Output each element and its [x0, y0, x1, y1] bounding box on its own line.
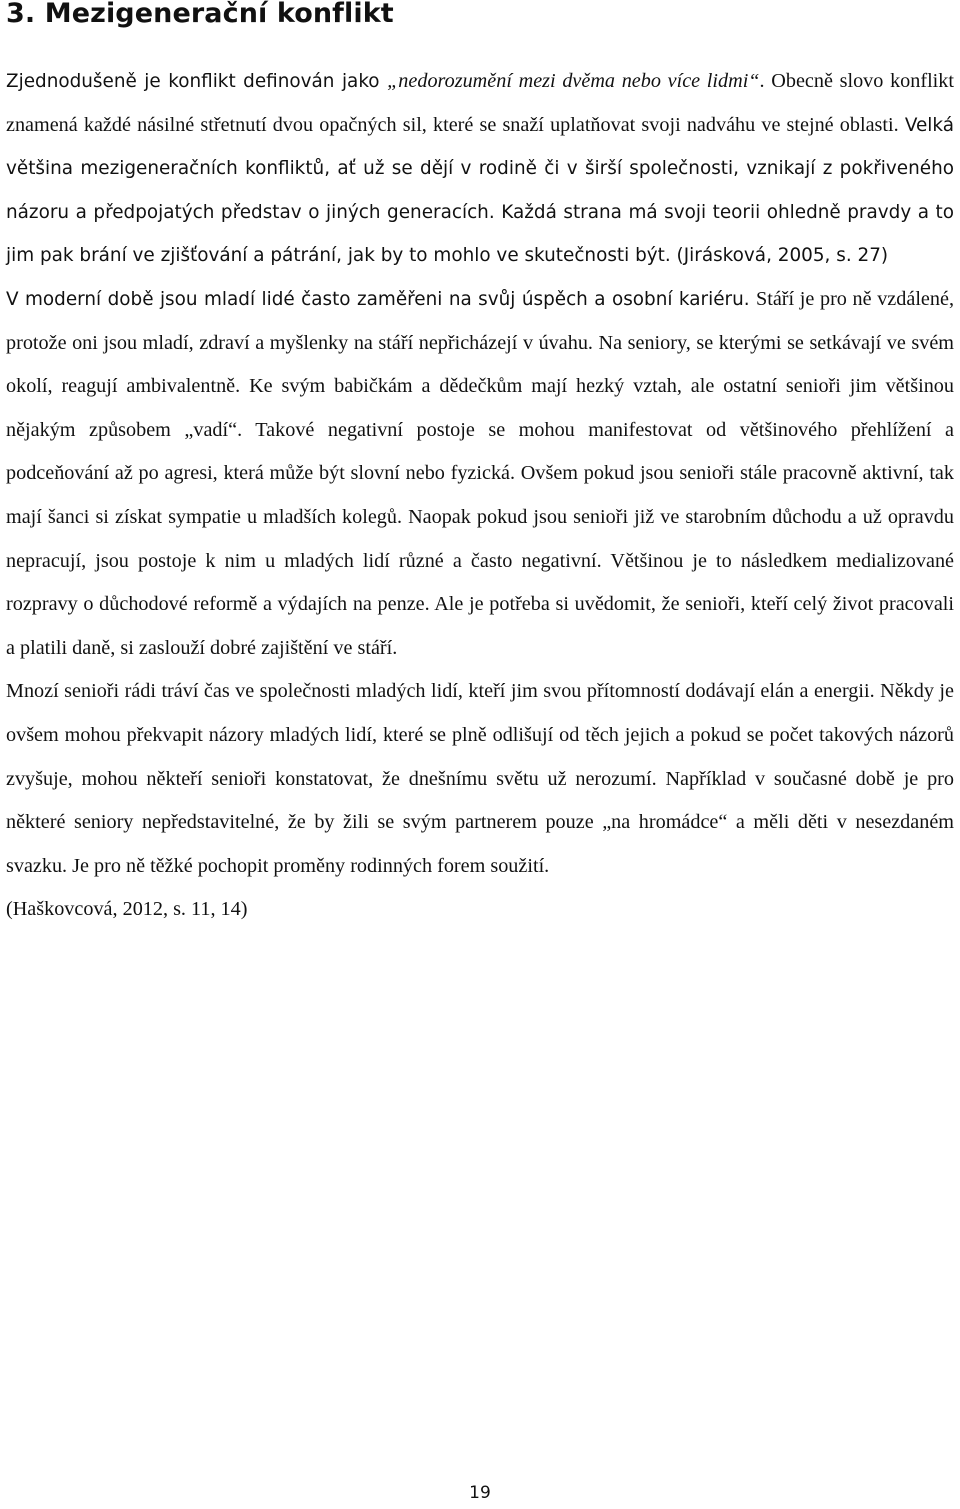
paragraph-modern-times	[6, 278, 954, 670]
text-segment: Zjednodušeně je konflikt definován jako	[6, 71, 388, 92]
page-number: 19	[469, 1483, 491, 1503]
text-segment: Každá strana má svoji teorii ohledně pravdy a to jim pak brání ve zjišťování a pátrání, jak by to mohlo ve skutečnosti být. (Jirásková, 2005, s. 27)	[6, 201, 955, 267]
text-segment: „nedorozumění mezi dvěma nebo více lidmi“	[387, 70, 760, 92]
chapter-heading: 3. Mezigenerační konflikt	[6, 0, 394, 29]
text-segment: Velká většina mezigeneračních konfliktů, ať už se dějí v rodině či v širší společnosti, vznikají z pokřiveného názoru a předpojatých představ o jiných generacích.	[6, 114, 954, 223]
citation-source: (Haškovcová, 2012, s. 11, 14)	[6, 898, 248, 921]
text-segment: Mnozí senioři rádi tráví čas ve společnosti mladých lidí, kteří jim svou přítomností dodávají elán a energii. Někdy je ovšem mohou překvapit názory mladých lidí, které se plně odlišují od těch jejich a pokud se počet takových názorů zvyšuje, mohou někteří senioři konstatovat, že dnešnímu světu už nerozumí. Například v současné době je pro některé seniory nepředstavitelné, že by žili se svým partnerem pouze „na hromádce“ a měli děti v nesezdaném svazku. Je pro ně těžké pochopit proměny rodinných forem soužití.	[6, 680, 954, 877]
text-segment: . Obecně slovo konflikt znamená každé násilné střetnutí dvou opačných sil, které se snaží uplatňovat svoji nadváhu ve stejné oblasti.	[6, 70, 954, 136]
paragraph-conflict-definition	[6, 60, 954, 278]
body-text	[6, 60, 954, 932]
text-segment: V moderní době jsou mladí lidé často zaměřeni na svůj úspěch a osobní kariéru.	[6, 288, 757, 310]
text-segment: Stáří je pro ně vzdálené, protože oni jsou mladí, zdraví a myšlenky na stáří nepřicházejí v úvahu. Na seniory, se kterými se setkávají ve svém okolí, reagují ambivalentně. Ke svým babičkám a dědečkům mají hezký vztah, ale ostatní senioři jim většinou nějakým způsobem „vadí“. Takové negativní postoje se mohou manifestovat od většinového přehlížení a podceňování až po agresi, která může být slovní nebo fyzická. Ovšem pokud jsou senioři stále pracovně aktivní, tak mají šanci si získat sympatie u mladších kolegů. Naopak pokud jsou senioři již ve starobním důchodu a už opravdu nepracují, jsou postoje k nim u mladých lidí různé a často negativní. Většinou je to následkem medializované rozpravy o důchodové reformě a výdajích na penze. Ale je potřeba si uvědomit, že senioři, kteří celý život pracovali a platili daně, si zaslouží dobré zajištění ve stáří.	[6, 287, 954, 659]
paragraph-seniors	[6, 670, 954, 888]
